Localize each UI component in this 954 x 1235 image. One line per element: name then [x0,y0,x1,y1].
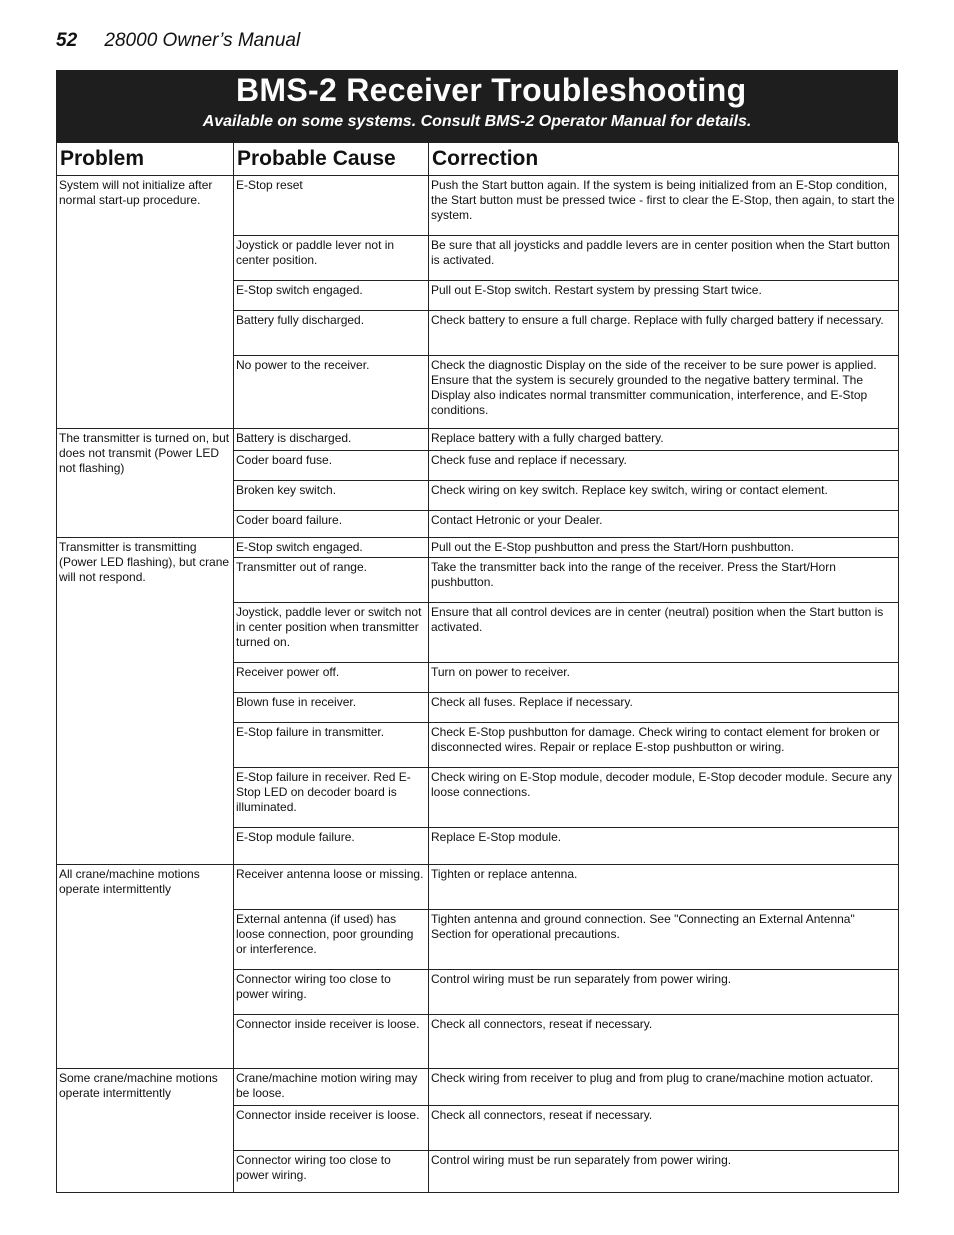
problem-cell: Some crane/machine motions operate intermittently [57,1069,234,1193]
correction-cell: Push the Start button again. If the system is being initialized from an E-Stop condition, the Start button must be pressed twice - first to clear the E-Stop, then again, to start the system. [429,176,899,236]
probable-cause-cell: Joystick, paddle lever or switch not in center position when transmitter turned on. [234,603,429,663]
correction-cell: Tighten antenna and ground connection. See "Connecting an External Antenna" Section for operational precautions. [429,910,899,970]
probable-cause-cell: Blown fuse in receiver. [234,693,429,723]
probable-cause-cell: E-Stop failure in receiver. Red E-Stop LED on decoder board is illuminated. [234,768,429,828]
probable-cause-cell: External antenna (if used) has loose connection, poor grounding or interference. [234,910,429,970]
correction-cell: Check wiring on key switch. Replace key switch, wiring or contact element. [429,481,899,511]
table-row [57,865,899,910]
table-row [57,1069,899,1106]
manual-title: 28000 Owner’s Manual [104,30,301,51]
probable-cause-cell: Coder board failure. [234,511,429,538]
probable-cause-cell: Crane/machine motion wiring may be loose. [234,1069,429,1106]
probable-cause-cell: E-Stop module failure. [234,828,429,865]
correction-cell: Check wiring on E-Stop module, decoder module, E-Stop decoder module. Secure any loose connections. [429,768,899,828]
problem-cell: System will not initialize after normal start-up procedure. [57,176,234,429]
page-subtitle: Available on some systems. Consult BMS-2 Operator Manual for details. [202,113,752,130]
troubleshooting-table [56,142,899,1193]
correction-cell: Take the transmitter back into the range of the receiver. Press the Start/Horn pushbutton. [429,558,899,603]
correction-cell: Check all fuses. Replace if necessary. [429,693,899,723]
probable-cause-cell: E-Stop switch engaged. [234,538,429,558]
table-row [57,176,899,236]
correction-cell: Check the diagnostic Display on the side of the receiver to be sure power is applied. Ensure that the system is securely grounded to the negative battery terminal. The Display also indicates normal transmitter communication, interference, and E-Stop conditions. [429,356,899,429]
problem-cell: Transmitter is transmitting (Power LED flashing), but crane will not respond. [57,538,234,865]
probable-cause-cell: Battery is discharged. [234,429,429,451]
correction-cell: Check all connectors, reseat if necessary. [429,1015,899,1069]
correction-cell: Control wiring must be run separately from power wiring. [429,970,899,1015]
correction-cell: Control wiring must be run separately from power wiring. [429,1151,899,1193]
correction-cell: Ensure that all control devices are in center (neutral) position when the Start button is activated. [429,603,899,663]
correction-cell: Replace E-Stop module. [429,828,899,865]
correction-cell: Be sure that all joysticks and paddle levers are in center position when the Start button is activated. [429,236,899,281]
page-header [56,30,300,52]
probable-cause-cell: Receiver antenna loose or missing. [234,865,429,910]
title-banner [56,70,898,142]
table-row [57,538,899,558]
header-probable-cause: Probable Cause [234,143,429,176]
correction-cell: Contact Hetronic or your Dealer. [429,511,899,538]
correction-cell: Replace battery with a fully charged battery. [429,429,899,451]
correction-cell: Pull out E-Stop switch. Restart system by pressing Start twice. [429,281,899,311]
table-body [57,176,899,1193]
probable-cause-cell: E-Stop failure in transmitter. [234,723,429,768]
probable-cause-cell: Connector inside receiver is loose. [234,1015,429,1069]
probable-cause-cell: Battery fully discharged. [234,311,429,356]
table-header-row [57,143,899,176]
probable-cause-cell: Transmitter out of range. [234,558,429,603]
probable-cause-cell: E-Stop reset [234,176,429,236]
header-problem: Problem [57,143,234,176]
correction-cell: Pull out the E-Stop pushbutton and press the Start/Horn pushbutton. [429,538,899,558]
probable-cause-cell: E-Stop switch engaged. [234,281,429,311]
probable-cause-cell: Connector wiring too close to power wiring. [234,970,429,1015]
problem-cell: All crane/machine motions operate intermittently [57,865,234,1069]
probable-cause-cell: Receiver power off. [234,663,429,693]
probable-cause-cell: Connector wiring too close to power wiring. [234,1151,429,1193]
correction-cell: Check battery to ensure a full charge. Replace with fully charged battery if necessary. [429,311,899,356]
probable-cause-cell: No power to the receiver. [234,356,429,429]
correction-cell: Check E-Stop pushbutton for damage. Check wiring to contact element for broken or disconnected wires. Repair or replace E-stop pushbutton or wiring. [429,723,899,768]
page-title: BMS-2 Receiver Troubleshooting [236,72,747,108]
probable-cause-cell: Broken key switch. [234,481,429,511]
correction-cell: Check fuse and replace if necessary. [429,451,899,481]
problem-cell: The transmitter is turned on, but does not transmit (Power LED not flashing) [57,429,234,538]
table-row [57,429,899,451]
correction-cell: Turn on power to receiver. [429,663,899,693]
page-number: 52 [56,30,78,51]
correction-cell: Tighten or replace antenna. [429,865,899,910]
header-correction: Correction [429,143,899,176]
correction-cell: Check wiring from receiver to plug and from plug to crane/machine motion actuator. [429,1069,899,1106]
probable-cause-cell: Coder board fuse. [234,451,429,481]
correction-cell: Check all connectors, reseat if necessary. [429,1106,899,1151]
probable-cause-cell: Joystick or paddle lever not in center position. [234,236,429,281]
probable-cause-cell: Connector inside receiver is loose. [234,1106,429,1151]
